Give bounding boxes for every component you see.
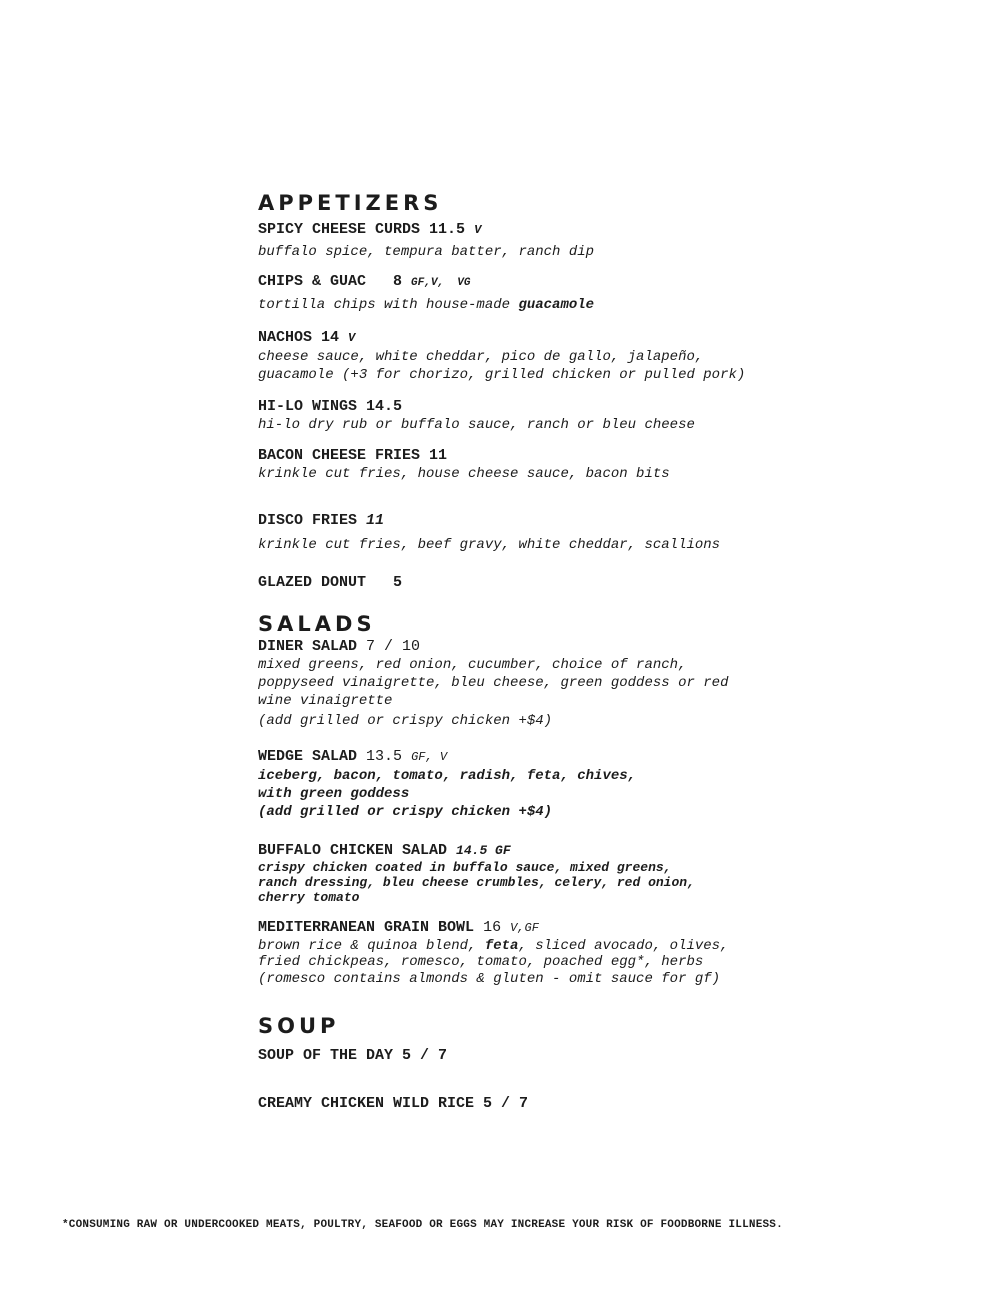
item-tags: V — [474, 223, 482, 237]
item-description-line-2: guacamole (+3 for chorizo, grilled chicken or pulled pork) — [258, 367, 746, 383]
section-title-appetizers: APPETIZERS — [258, 191, 443, 215]
item-name: HI-LO WINGS 14.5 — [258, 398, 403, 415]
item-name: CHIPS & GUAC 8 — [258, 273, 403, 290]
item-name: DISCO FRIES — [258, 512, 358, 529]
item-description-part: , sliced avocado, olives, — [518, 938, 729, 954]
section-title-soup: SOUP — [258, 1014, 340, 1038]
item-name: MEDITERRANEAN GRAIN BOWL — [258, 919, 475, 936]
item-name: SPICY CHEESE CURDS 11.5 — [258, 221, 466, 238]
menu-item-creamy-chicken-wild-rice — [258, 1094, 878, 1113]
item-tags: GF, V — [411, 750, 448, 764]
item-tags: GF,V, VG — [411, 277, 471, 289]
item-name: BUFFALO CHICKEN SALAD — [258, 842, 448, 859]
item-description: krinkle cut fries, house cheese sauce, bacon bits — [258, 466, 670, 482]
item-description-line-3: cherry tomato — [258, 890, 360, 905]
menu-item-wedge-salad — [258, 747, 878, 821]
item-description: buffalo spice, tempura batter, ranch dip — [258, 244, 595, 260]
item-name: WEDGE SALAD — [258, 748, 358, 765]
item-description-line-2: with green goddess — [258, 786, 410, 802]
item-description: tortilla chips with house-made — [258, 297, 519, 313]
item-description-line-3: wine vinaigrette — [258, 693, 393, 709]
item-tags: V — [348, 331, 356, 345]
menu-item-disco-fries — [258, 511, 878, 554]
menu-item-glazed-donut — [258, 573, 878, 592]
menu-item-bacon-cheese-fries — [258, 446, 878, 483]
item-price: 16 — [483, 919, 502, 936]
menu-item-soup-of-the-day — [258, 1046, 878, 1065]
item-description-line-1: mixed greens, red onion, cucumber, choice of ranch, — [258, 657, 687, 673]
item-name: NACHOS 14 — [258, 329, 340, 346]
item-name: DINER SALAD — [258, 638, 358, 655]
item-price: 13.5 — [366, 748, 403, 765]
menu-item-nachos — [258, 328, 878, 384]
footer-disclaimer: *CONSUMING RAW OR UNDERCOOKED MEATS, POULTRY, SEAFOOD OR EGGS MAY INCREASE YOUR RISK OF FOODBORNE ILLNESS. — [62, 1219, 783, 1231]
item-addon: (add grilled or crispy chicken +$4) — [258, 713, 553, 729]
item-name: SOUP OF THE DAY 5 / 7 — [258, 1047, 448, 1064]
item-tags: V,GF — [510, 921, 539, 935]
item-addon: (add grilled or crispy chicken +$4) — [258, 804, 553, 820]
menu-item-hi-lo-wings — [258, 397, 878, 434]
menu-item-mediterranean-grain-bowl — [258, 918, 878, 988]
item-description: krinkle cut fries, beef gravy, white cheddar, scallions — [258, 537, 721, 553]
item-name: GLAZED DONUT 5 — [258, 574, 403, 591]
item-name: CREAMY CHICKEN WILD RICE 5 / 7 — [258, 1095, 529, 1112]
item-description-line-2: ranch dressing, bleu cheese crumbles, celery, red onion, — [258, 875, 695, 890]
item-description: hi-lo dry rub or buffalo sauce, ranch or bleu cheese — [258, 417, 695, 433]
item-description-part: brown rice & quinoa blend, — [258, 938, 485, 954]
menu-item-diner-salad — [258, 637, 878, 730]
menu-item-chips-guac — [258, 272, 878, 314]
item-price: 14.5 GF — [456, 843, 511, 858]
item-description-line-1: iceberg, bacon, tomato, radish, feta, chives, — [258, 768, 637, 784]
item-description-line-2: poppyseed vinaigrette, bleu cheese, green goddess or red — [258, 675, 729, 691]
item-description-line-2: fried chickpeas, romesco, tomato, poached egg*, herbs — [258, 954, 704, 970]
item-description-line-1: crispy chicken coated in buffalo sauce, mixed greens, — [258, 860, 672, 875]
item-price: 7 / 10 — [366, 638, 421, 655]
menu-item-spicy-cheese-curds — [258, 220, 878, 261]
item-price: 11 — [366, 512, 385, 529]
item-description-line-3: (romesco contains almonds & gluten - omit sauce for gf) — [258, 971, 721, 987]
menu-item-buffalo-chicken-salad — [258, 841, 878, 905]
item-description-bold: feta — [484, 938, 519, 954]
section-title-salads: SALADS — [258, 612, 376, 636]
item-description-bold: guacamole — [518, 297, 595, 313]
item-description-line-1: cheese sauce, white cheddar, pico de gallo, jalapeño, — [258, 349, 704, 365]
menu — [258, 190, 878, 1113]
item-name: BACON CHEESE FRIES 11 — [258, 447, 448, 464]
